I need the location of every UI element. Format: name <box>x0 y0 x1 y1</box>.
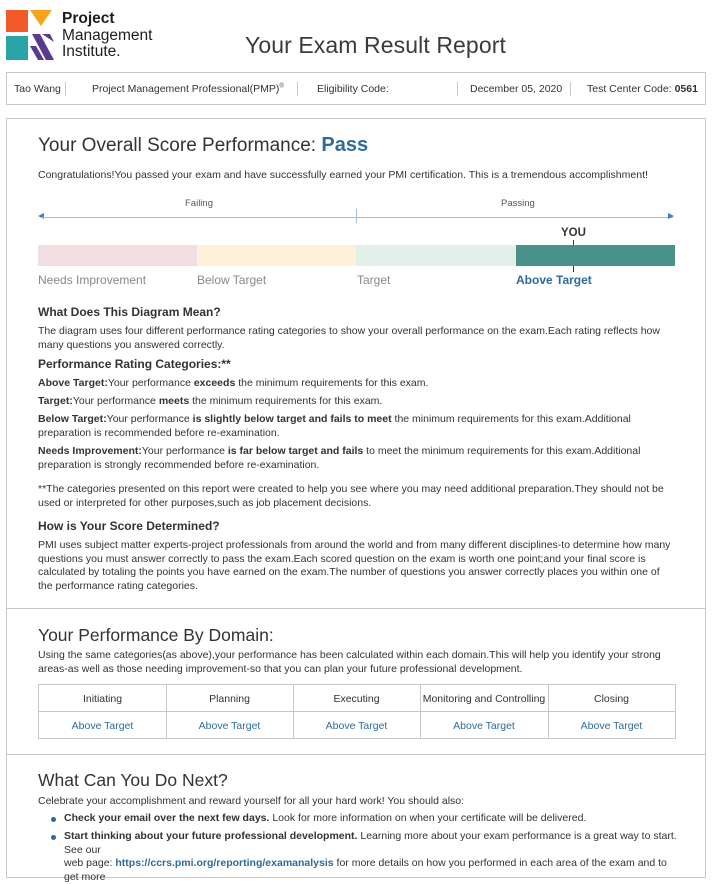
rating-emphasis: is far below target and fails <box>227 445 364 457</box>
next-step-emphasis: Check your email over the next few days. <box>64 812 270 824</box>
next-step-line <box>64 830 684 857</box>
divider <box>570 82 571 96</box>
candidate-name: Tao Wang <box>14 83 61 95</box>
domain-header-planning: Planning <box>209 693 250 705</box>
section-divider <box>7 608 705 609</box>
logo-line-2: Management <box>62 26 153 44</box>
eligibility-code <box>317 83 389 95</box>
rating-needs-improvement <box>38 445 678 472</box>
rating-text: Your performance <box>107 377 194 389</box>
rating-term: Above Target: <box>38 377 108 389</box>
rating-term: Target: <box>38 395 73 407</box>
domain-header-executing: Executing <box>333 693 380 705</box>
rating-text: the minimum requirements for this exam.Additional preparation is recommended before re-examination. <box>38 413 631 439</box>
next-steps-intro: Celebrate your accomplishment and reward yourself for all your hard work! You should also: <box>38 795 465 807</box>
divider <box>65 82 66 96</box>
next-step-text: Look for more information on when your certificate will be delivered. <box>269 812 587 824</box>
rating-label-needs-improvement: Needs Improvement <box>38 273 147 287</box>
rating-text: Your performance <box>106 413 193 425</box>
domain-header-monitoring: Monitoring and Controlling <box>422 693 546 705</box>
failing-label: Failing <box>185 198 213 209</box>
congrats-message: Congratulations!You passed your exam and have successfully earned your PMI certification. This is a tremendous accomplishment! <box>38 169 648 181</box>
rating-term: Needs Improvement: <box>38 445 142 457</box>
rating-label-target: Target <box>357 273 391 287</box>
rating-label-above-target: Above Target <box>516 273 592 287</box>
test-center-label: Test Center Code: <box>587 83 672 95</box>
overall-title-text: Your Overall Score Performance: <box>38 135 317 156</box>
rating-bar-needs-improvement <box>38 245 197 266</box>
score-text: PMI uses subject matter experts-project professionals from around the world and from many different disciplines-to determine how many questions you must answer correctly to pass the exam.Each scored question on the exam is worth one point;and your final score is calculated by totaling the points you have earned on the exam.The number of questions you answer correctly places you within one of the performance rating categories. <box>38 539 671 592</box>
rating-categories-heading: Performance Rating Categories:** <box>38 357 231 371</box>
you-marker-tick <box>573 266 574 272</box>
bullet-icon <box>51 835 56 840</box>
rating-text: the minimum requirements for this exam. <box>235 377 429 389</box>
rating-label-below-target: Below Target <box>197 273 267 287</box>
exam-analysis-link[interactable]: https://ccrs.pmi.org/reporting/examanalysis <box>115 857 334 869</box>
test-center-value: 0561 <box>674 83 698 95</box>
divider <box>297 82 298 96</box>
rating-footnote: **The categories presented on this report were created to help you see where you may need additional preparation.They should not be used or interpreted for other purposes,such as job placement decisions. <box>38 483 664 509</box>
diagram-text: The diagram uses four different performance rating categories to show your overall performance on the exam.Each rating reflects how many questions you answered correctly. <box>38 325 660 351</box>
diagram-heading: What Does This Diagram Mean? <box>38 305 221 319</box>
rating-text: Your performance <box>141 445 228 457</box>
arrow-left-icon <box>38 213 44 219</box>
rating-emphasis: is slightly below target and fails to meet <box>192 413 392 425</box>
domain-title: Your Performance By Domain: <box>38 625 274 645</box>
rating-text: Your performance <box>72 395 159 407</box>
exam-name-text: Project Management Professional(PMP) <box>92 83 280 95</box>
page-title: Your Exam Result Report <box>245 32 506 58</box>
overall-score-title <box>38 134 368 157</box>
next-step-text: Learning more about your exam performance is a great way to start. See our <box>64 830 677 856</box>
logo-line-3: Institute. <box>62 43 121 60</box>
domain-value-monitoring: Above Target <box>453 720 515 732</box>
report-body <box>6 118 706 883</box>
domain-text: Using the same categories(as above),your performance has been calculated within each domain.This will help you identify your strong areas-as well as those needing improvement-so that you can plan your future professional development. <box>38 649 661 675</box>
result-status: Pass <box>321 134 369 156</box>
eligibility-label: Eligibility Code: <box>317 83 389 95</box>
rating-text: to meet the minimum requirements for this exam.Additional preparation is strongly recommended before re-examination. <box>38 445 641 471</box>
pass-threshold-line <box>356 209 357 223</box>
domain-table <box>38 684 676 739</box>
rating-emphasis: exceeds <box>193 377 236 389</box>
arrow-right-icon <box>668 213 674 219</box>
domain-header-closing: Closing <box>593 693 630 705</box>
domain-value-planning: Above Target <box>198 720 261 732</box>
domain-value-initiating: Above Target <box>71 720 134 732</box>
next-step-line <box>64 857 684 884</box>
logo-line-1: Project <box>62 10 115 27</box>
score-heading: How is Your Score Determined? <box>38 519 220 533</box>
registered-mark: ® <box>279 83 284 90</box>
rating-emphasis: meets <box>158 395 190 407</box>
domain-value-closing: Above Target <box>580 720 643 732</box>
domain-value-executing: Above Target <box>325 720 388 732</box>
next-step-development <box>64 830 684 884</box>
report-header <box>0 0 720 70</box>
rating-above-target <box>38 377 678 391</box>
candidate-info-bar <box>6 72 706 105</box>
pmi-wordmark <box>62 11 152 61</box>
rating-target <box>38 395 678 409</box>
exam-date: December 05, 2020 <box>470 83 563 95</box>
rating-below-target <box>38 413 678 440</box>
rating-text: the minimum requirements for this exam. <box>189 395 383 407</box>
rating-term: Below Target: <box>38 413 107 425</box>
passing-label: Passing <box>501 198 535 209</box>
you-marker-label: YOU <box>561 227 586 239</box>
rating-bar-below-target <box>197 245 356 266</box>
domain-header-initiating: Initiating <box>82 693 123 705</box>
section-divider <box>7 754 705 755</box>
pmi-logo-icon <box>6 10 54 60</box>
rating-bar-above-target <box>516 245 675 266</box>
next-step-text: for more details on how you performed in each area of the exam and to get more <box>64 857 667 883</box>
test-center-code <box>587 83 698 95</box>
exam-name <box>92 83 284 95</box>
divider <box>457 82 458 96</box>
next-step-email <box>64 812 684 826</box>
next-steps-title: What Can You Do Next? <box>38 770 228 790</box>
table-divider <box>39 711 675 712</box>
next-step-text: web page: <box>64 857 116 869</box>
bullet-icon <box>51 817 56 822</box>
rating-bar-target <box>356 245 516 266</box>
next-step-emphasis: Start thinking about your future professional development. <box>64 830 358 842</box>
